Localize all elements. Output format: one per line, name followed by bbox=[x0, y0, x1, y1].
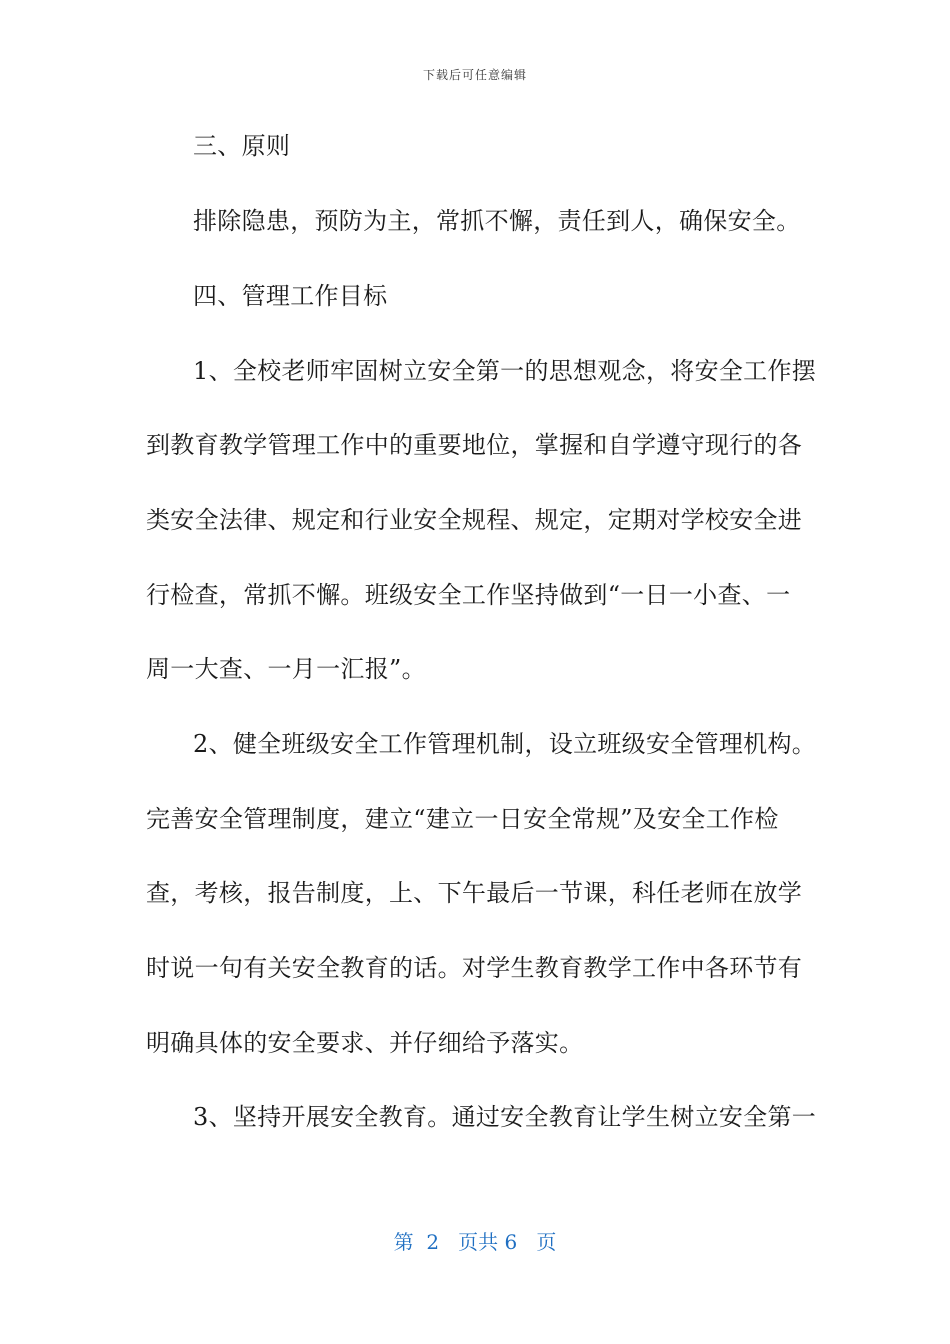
paragraph-line: 查，考核，报告制度，上、下午最后一节课，科任老师在放学 bbox=[146, 879, 803, 907]
page-header: 下载后可任意编辑 bbox=[422, 68, 527, 82]
paragraph-line: 排除隐患，预防为主，常抓不懈，责任到人，确保安全。 bbox=[193, 207, 801, 235]
paragraph-line: 时说一句有关安全教育的话。对学生教育教学工作中各环节有 bbox=[146, 954, 803, 982]
paragraph-line: 明确具体的安全要求、并仔细给予落实。 bbox=[146, 1029, 584, 1057]
footer-total-pages: 6 bbox=[504, 1230, 518, 1254]
paragraph-line: 到教育教学管理工作中的重要地位，掌握和自学遵守现行的各 bbox=[146, 431, 803, 459]
paragraph-line: 3、坚持开展安全教育。通过安全教育让学生树立安全第一 bbox=[193, 1103, 817, 1131]
heading-principle: 三、原则 bbox=[193, 132, 291, 160]
paragraph-line: 行检查，常抓不懈。班级安全工作坚持做到“一日一小查、一 bbox=[146, 581, 791, 609]
footer-suffix: 页 bbox=[536, 1230, 557, 1254]
paragraph-line: 2、健全班级安全工作管理机制，设立班级安全管理机构。 bbox=[193, 730, 817, 758]
paragraph-line: 类安全法律、规定和行业安全规程、规定，定期对学校安全进 bbox=[146, 506, 803, 534]
page-footer bbox=[0, 1226, 950, 1255]
footer-prefix: 第 bbox=[393, 1230, 414, 1254]
footer-middle: 页共 bbox=[458, 1230, 499, 1254]
footer-page-number: 2 bbox=[426, 1230, 440, 1254]
paragraph-line: 周一大查、一月一汇报”。 bbox=[146, 655, 426, 683]
paragraph-line: 完善安全管理制度，建立“建立一日安全常规”及安全工作检 bbox=[146, 805, 779, 833]
heading-management-goals: 四、管理工作目标 bbox=[193, 282, 388, 310]
paragraph-line: 1、全校老师牢固树立安全第一的思想观念，将安全工作摆 bbox=[193, 357, 817, 385]
